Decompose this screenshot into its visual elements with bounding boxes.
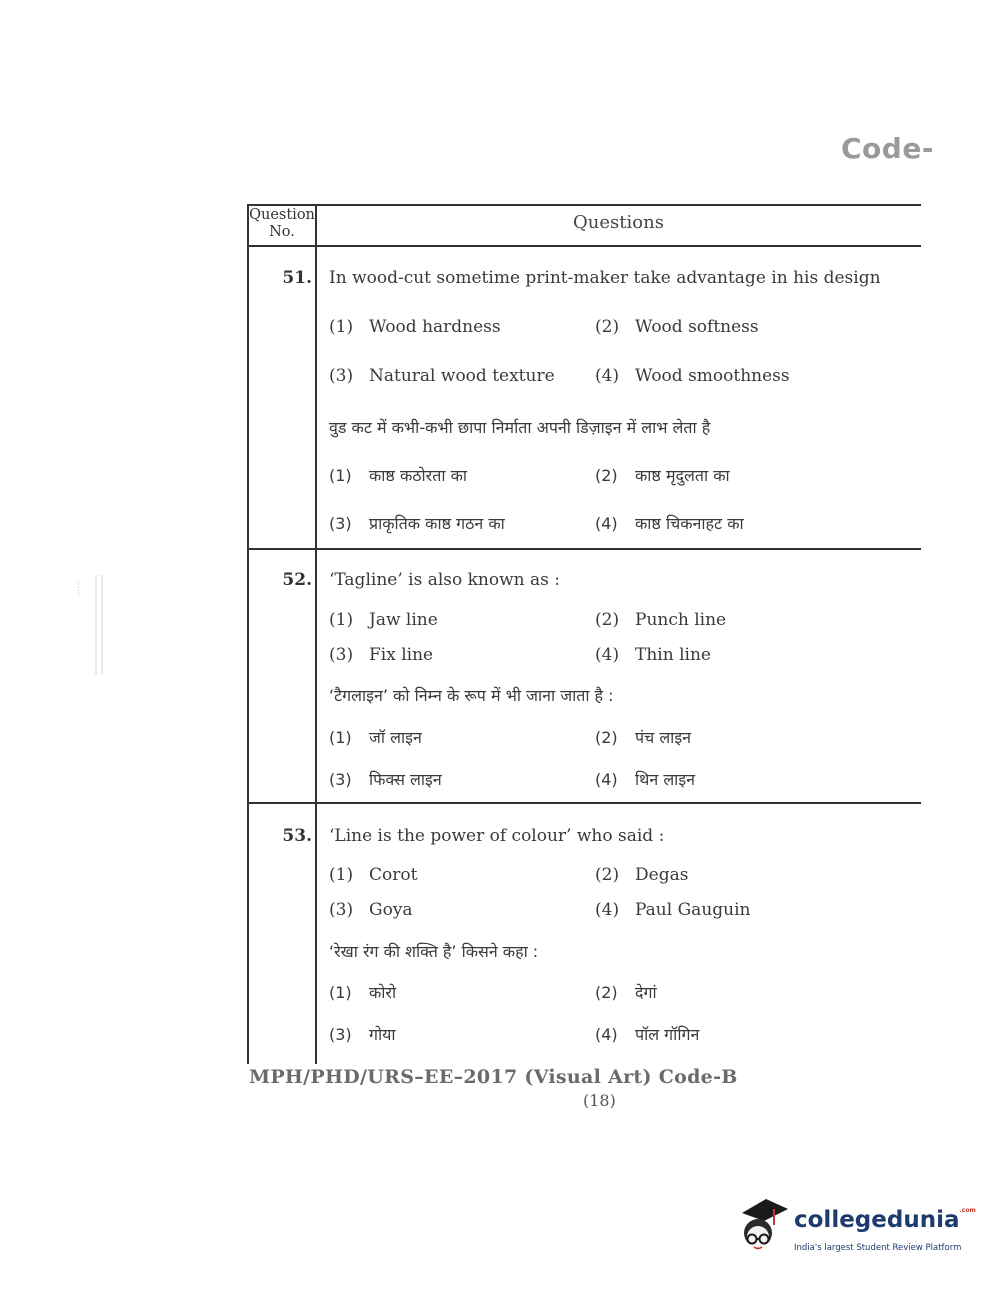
option-text: कोरो	[369, 983, 397, 1002]
option-number: (2)	[595, 983, 618, 1002]
hindi-option-52-3	[329, 768, 442, 790]
option-number: (4)	[595, 514, 618, 533]
option-number: (3)	[329, 366, 354, 386]
hindi-stem-52: ‘टैगलाइन’ को निम्न के रूप में भी जाना जाता है :	[329, 686, 614, 705]
option-number: (3)	[329, 514, 352, 533]
table-top-rule	[247, 204, 921, 206]
option-text: काष्ठ कठोरता का	[369, 466, 467, 485]
hindi-stem-53: ‘रेखा रंग की शक्ति है’ किसने कहा :	[329, 942, 539, 961]
option-51-4	[595, 366, 790, 386]
option-53-4	[595, 900, 750, 920]
option-number: (4)	[595, 770, 618, 789]
option-text: Thin line	[635, 645, 711, 665]
page-number: (18)	[583, 1091, 616, 1110]
option-53-3	[329, 900, 413, 920]
question-stem-53: ‘Line is the power of colour’ who said :	[329, 826, 665, 846]
table-left-rule	[247, 204, 249, 1064]
option-number: (1)	[329, 466, 352, 485]
hindi-option-53-1	[329, 981, 396, 1003]
hindi-option-51-3	[329, 512, 505, 534]
option-number: (4)	[595, 366, 620, 386]
option-text: Goya	[369, 900, 413, 920]
option-52-3	[329, 645, 433, 665]
option-number: (1)	[329, 317, 354, 337]
option-53-2	[595, 865, 688, 885]
header-questions: Questions	[573, 212, 664, 233]
hindi-option-51-1	[329, 464, 467, 486]
hindi-stem-51: वुड कट में कभी-कभी छापा निर्माता अपनी डिज़ाइन में लाभ लेता है	[329, 418, 711, 437]
logo-suffix: .com	[959, 1207, 976, 1214]
question-number-51: 51.	[282, 268, 312, 288]
option-51-1	[329, 317, 501, 337]
option-number: (1)	[329, 610, 354, 630]
option-number: (3)	[329, 770, 352, 789]
hindi-option-52-1	[329, 726, 422, 748]
header-question-label: Question	[249, 207, 315, 223]
option-text: Natural wood texture	[369, 366, 555, 386]
option-text: देगां	[635, 983, 657, 1002]
option-text: Corot	[369, 865, 418, 885]
option-number: (2)	[595, 317, 620, 337]
row-divider-52	[247, 802, 921, 804]
svg-text:......: ......	[75, 580, 85, 598]
option-number: (3)	[329, 900, 354, 920]
option-text: Fix line	[369, 645, 434, 665]
option-52-1	[329, 610, 438, 630]
header-bottom-rule	[247, 245, 921, 247]
hindi-option-53-4	[595, 1023, 699, 1045]
option-text: प्राकृतिक काष्ठ गठन का	[369, 514, 505, 533]
option-number: (2)	[595, 466, 618, 485]
option-text: काष्ठ मृदुलता का	[635, 466, 730, 485]
option-51-3	[329, 366, 555, 386]
question-stem-51: In wood-cut sometime print-maker take advantage in his design	[329, 268, 881, 288]
option-number: (1)	[329, 983, 352, 1002]
hindi-option-53-3	[329, 1023, 396, 1045]
header-question-no	[249, 207, 315, 241]
hindi-option-52-2	[595, 726, 691, 748]
option-text: फिक्स लाइन	[369, 770, 442, 789]
option-52-4	[595, 645, 711, 665]
hindi-option-53-2	[595, 981, 657, 1003]
logo-tagline: India's largest Student Review Platform	[794, 1243, 962, 1253]
logo-wordmark	[794, 1207, 976, 1233]
row-divider-51	[247, 548, 921, 550]
hindi-option-51-4	[595, 512, 744, 534]
student-mascot-icon	[734, 1195, 790, 1261]
option-text: थिन लाइन	[635, 770, 696, 789]
paper-footer: MPH/PHD/URS–EE–2017 (Visual Art) Code-B	[249, 1066, 738, 1088]
option-number: (2)	[595, 728, 618, 747]
option-51-2	[595, 317, 759, 337]
hindi-option-52-4	[595, 768, 695, 790]
option-number: (2)	[595, 610, 620, 630]
question-number-53: 53.	[282, 826, 312, 846]
option-number: (1)	[329, 728, 352, 747]
option-text: गोया	[369, 1025, 396, 1044]
option-number: (4)	[595, 645, 620, 665]
option-text: Degas	[635, 865, 689, 885]
option-text: Punch line	[635, 610, 727, 630]
option-text: पंच लाइन	[635, 728, 692, 747]
option-53-1	[329, 865, 417, 885]
option-number: (4)	[595, 1025, 618, 1044]
option-text: Paul Gauguin	[635, 900, 751, 920]
header-no-label: No.	[269, 224, 295, 240]
question-stem-52: ‘Tagline’ is also known as :	[329, 570, 561, 590]
option-number: (3)	[329, 1025, 352, 1044]
option-number: (1)	[329, 865, 354, 885]
stamp-watermark	[70, 570, 106, 680]
option-text: काष्ठ चिकनाहट का	[635, 514, 744, 533]
option-text: Wood softness	[635, 317, 759, 337]
option-text: पॉल गॉगिन	[635, 1025, 700, 1044]
option-number: (4)	[595, 900, 620, 920]
option-text: जॉ लाइन	[369, 728, 422, 747]
logo-name: collegedunia	[794, 1207, 960, 1233]
option-text: Wood smoothness	[635, 366, 790, 386]
collegedunia-logo[interactable]	[734, 1195, 976, 1265]
option-52-2	[595, 610, 726, 630]
option-text: Jaw line	[369, 610, 438, 630]
table-column-rule	[315, 204, 317, 1064]
option-text: Wood hardness	[369, 317, 501, 337]
code-label: Code-	[841, 132, 934, 165]
question-number-52: 52.	[282, 570, 312, 590]
option-number: (2)	[595, 865, 620, 885]
hindi-option-51-2	[595, 464, 730, 486]
option-number: (3)	[329, 645, 354, 665]
